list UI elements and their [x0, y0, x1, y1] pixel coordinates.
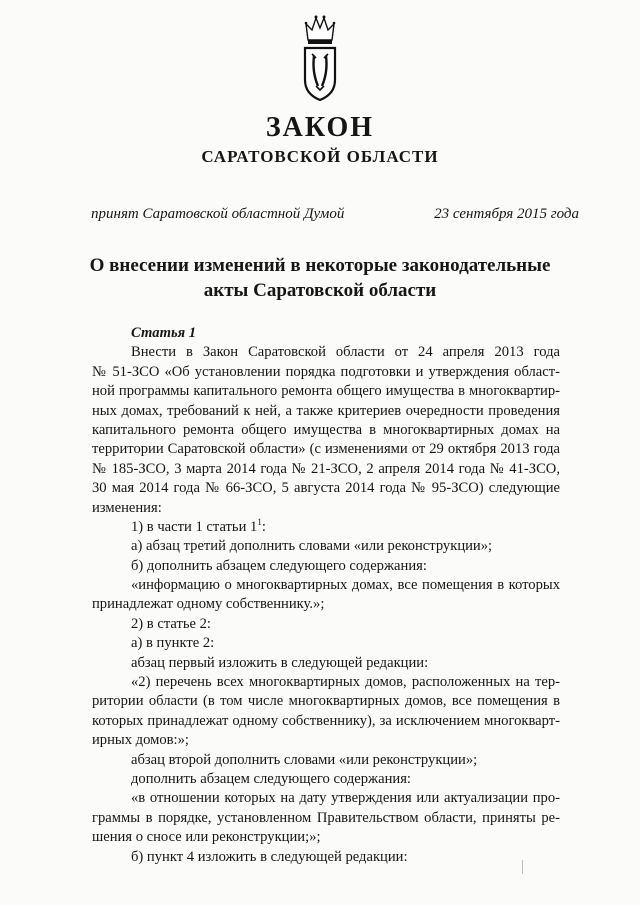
paragraph-line: ных домах, требований к ней, а также критериев очередности проведения: [92, 402, 560, 419]
list-item-text: :: [261, 518, 266, 535]
paragraph-line: № 51-ЗСО «Об установлении порядка подготовки и утверждения област-: [92, 363, 560, 380]
document-body: [92, 324, 560, 867]
quote-line: граммы в порядке, установленном Правительством области, приняты ре-: [92, 809, 560, 826]
quote-line: ирных домов:»;: [92, 732, 189, 749]
list-item: а) абзац третий дополнить словами «или реконструкции»;: [131, 538, 493, 555]
paragraph-line: № 185-ЗСО, 3 марта 2014 года № 21-ЗСО, 2 апреля 2014 года № 41-ЗСО,: [92, 460, 560, 477]
scan-mark: [522, 860, 523, 874]
list-item: [92, 518, 560, 537]
law-heading-line: акты Саратовской области: [203, 280, 437, 301]
list-item: б) пункт 4 изложить в следующей редакции:: [131, 848, 408, 865]
paragraph-line: территории Саратовской области» (с изменениями от 29 октября 2013 года: [92, 441, 560, 458]
quote-line: принадлежат одному собственнику.»;: [92, 596, 325, 613]
paragraph-line: капитального ремонта общего имущества в многоквартирных домах на: [92, 421, 560, 438]
adoption-date: 23 сентября 2015 года: [434, 206, 579, 222]
quote-line: которых принадлежат одному собственнику), за исключением многокварт-: [92, 712, 560, 729]
paragraph-line: 30 мая 2014 года № 66-ЗСО, 5 августа 2014 года № 95-ЗСО) следующие: [92, 480, 560, 497]
law-heading-line: О внесении изменений в некоторые законодательные: [89, 255, 551, 276]
quote-line: «информацию о многоквартирных домах, все помещения в которых: [131, 577, 560, 594]
law-heading: [80, 253, 560, 303]
quote-line: «2) перечень всех многоквартирных домов, расположенных на тер-: [131, 674, 560, 691]
adopted-by-text: принят Саратовской областной Думой: [91, 206, 345, 222]
quote-line: ритории области (в том числе многоквартирных домов, все помещения в: [92, 693, 560, 710]
saratov-coat-of-arms-icon: [300, 10, 340, 102]
superscript: 1: [257, 516, 262, 527]
document-title: ЗАКОН: [265, 112, 375, 143]
document-subtitle: САРАТОВСКОЙ ОБЛАСТИ: [201, 147, 439, 166]
quote-line: «в отношении которых на дату утверждения или актуализации про-: [131, 790, 560, 807]
list-item: 2) в статье 2:: [131, 615, 211, 632]
quote-line: шения о сносе или реконструкции;»;: [92, 829, 321, 846]
list-item: абзац второй дополнить словами «или реконструкции»;: [131, 751, 478, 768]
list-item: а) в пункте 2:: [131, 635, 215, 652]
list-item: абзац первый изложить в следующей редакции:: [131, 654, 429, 671]
article-title: Статья 1: [131, 325, 197, 341]
paragraph-line: изменения:: [92, 499, 162, 516]
list-item: б) дополнить абзацем следующего содержания:: [131, 557, 427, 574]
paragraph-line: ной программы капитального ремонта общего имущества в многоквартир-: [92, 383, 560, 400]
list-item: дополнить абзацем следующего содержания:: [131, 770, 411, 787]
paragraph-line: Внести в Закон Саратовской области от 24 апреля 2013 года: [131, 344, 560, 361]
list-item-text: 1) в части 1 статьи 1: [131, 518, 258, 535]
